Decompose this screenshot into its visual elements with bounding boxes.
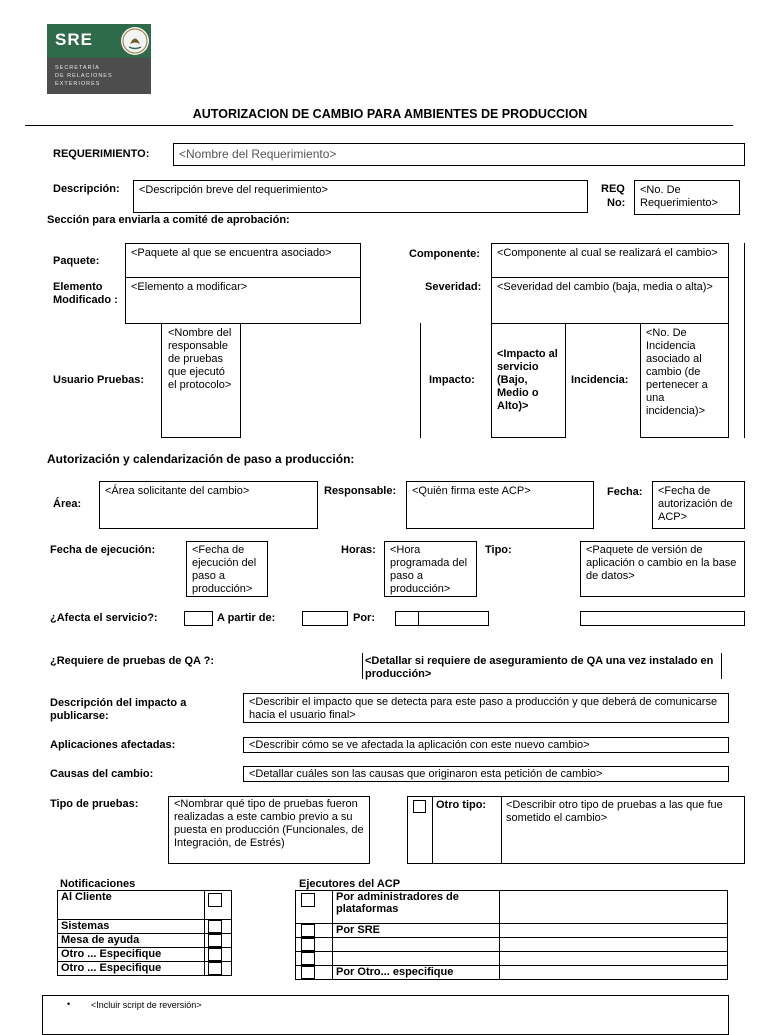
ejec-checkbox[interactable] bbox=[301, 966, 315, 979]
usuario-pruebas-input[interactable]: <Nombre del responsable de pruebas que ejecutó el protocolo> bbox=[161, 323, 241, 438]
notif-check-cell bbox=[205, 891, 232, 920]
aplicaciones-input[interactable]: <Describir cómo se ve afectada la aplicación con este nuevo cambio> bbox=[243, 737, 729, 753]
ejec-value-cell[interactable] bbox=[500, 966, 728, 980]
sre-logo bbox=[47, 24, 151, 94]
ejec-value-cell[interactable] bbox=[500, 952, 728, 966]
ejec-label: Por administradores de plataformas bbox=[333, 891, 500, 924]
notif-label: Al Cliente bbox=[58, 891, 205, 920]
componente-input[interactable]: <Componente al cual se realizará el cambio> bbox=[491, 243, 729, 278]
afecta-servicio-label: ¿Afecta el servicio?: bbox=[50, 612, 158, 624]
notif-label: Otro ... Especifique bbox=[58, 962, 205, 976]
divider-line bbox=[432, 796, 433, 864]
table-row bbox=[296, 938, 728, 952]
qa-value[interactable]: <Detallar si requiere de aseguramiento de QA una vez instalado en producción> bbox=[365, 655, 714, 680]
logo-banner bbox=[47, 24, 151, 58]
logo-sub-line: DE RELACIONES bbox=[55, 73, 113, 79]
notificaciones-title: Notificaciones bbox=[60, 878, 136, 890]
table-row bbox=[58, 962, 232, 976]
notif-checkbox[interactable] bbox=[208, 893, 222, 907]
ejecutores-title: Ejecutores del ACP bbox=[299, 878, 401, 890]
section-autorizacion-title: Autorización y calendarización de paso a producción: bbox=[47, 452, 355, 466]
table-row bbox=[58, 934, 232, 948]
qa-label: ¿Requiere de pruebas de QA ?: bbox=[50, 655, 215, 667]
divider-line bbox=[240, 323, 361, 324]
impacto-input[interactable]: <Impacto al servicio (Bajo, Medio o Alto)> bbox=[491, 323, 566, 438]
severidad-input[interactable]: <Severidad del cambio (baja, media o alta)> bbox=[491, 277, 729, 324]
notif-label: Otro ... Especifique bbox=[58, 948, 205, 962]
notif-check-cell bbox=[205, 920, 232, 934]
ejec-value-cell[interactable] bbox=[500, 924, 728, 938]
ejec-checkbox[interactable] bbox=[301, 924, 315, 937]
requerimiento-input[interactable]: <Nombre del Requerimiento> bbox=[173, 143, 745, 166]
notif-label: Mesa de ayuda bbox=[58, 934, 205, 948]
divider-line bbox=[362, 653, 363, 679]
tipo-pruebas-label: Tipo de pruebas: bbox=[50, 798, 139, 810]
req-label: REQ bbox=[601, 183, 625, 195]
ejec-checkbox[interactable] bbox=[301, 952, 315, 965]
notif-label: Sistemas bbox=[58, 920, 205, 934]
ejec-check-cell bbox=[296, 938, 333, 952]
table-row bbox=[58, 891, 232, 920]
ejec-check-cell bbox=[296, 924, 333, 938]
fecha-ejecucion-input[interactable]: <Fecha de ejecución del paso a producción> bbox=[186, 541, 268, 597]
ejec-label bbox=[333, 938, 500, 952]
descripcion-input[interactable]: <Descripción breve del requerimiento> bbox=[133, 180, 588, 213]
table-row bbox=[296, 952, 728, 966]
fecha-input[interactable]: <Fecha de autorización de ACP> bbox=[652, 481, 745, 529]
causas-input[interactable]: <Detallar cuáles son las causas que originaron esta petición de cambio> bbox=[243, 766, 729, 782]
tipo-pruebas-input[interactable]: <Nombrar qué tipo de pruebas fueron realizadas a este cambio previo a su puesta en producción (Funcionales, de Integración, de Estrés) bbox=[168, 796, 370, 864]
ejec-checkbox[interactable] bbox=[301, 938, 315, 951]
ejec-value-cell[interactable] bbox=[500, 891, 728, 924]
divider-line bbox=[721, 653, 722, 679]
logo-subtitle bbox=[55, 64, 113, 88]
table-row bbox=[58, 920, 232, 934]
extra-input[interactable] bbox=[580, 611, 745, 626]
notif-checkbox[interactable] bbox=[208, 920, 222, 933]
tipo-label: Tipo: bbox=[485, 544, 512, 556]
right-border-line bbox=[744, 243, 745, 438]
otro-tipo-box bbox=[407, 796, 745, 864]
divider-line bbox=[418, 611, 419, 626]
area-input[interactable]: <Área solicitante del cambio> bbox=[99, 481, 318, 529]
document-title: AUTORIZACION DE CAMBIO PARA AMBIENTES DE PRODUCCION bbox=[192, 107, 588, 121]
ejec-checkbox[interactable] bbox=[301, 893, 315, 907]
por-label: Por: bbox=[353, 612, 375, 624]
ejec-check-cell bbox=[296, 966, 333, 980]
responsable-input[interactable]: <Quién firma este ACP> bbox=[406, 481, 594, 529]
logo-sub-line: EXTERIORES bbox=[55, 81, 101, 87]
a-partir-input[interactable] bbox=[302, 611, 348, 626]
notif-check-cell bbox=[205, 934, 232, 948]
ejecutores-table bbox=[295, 890, 728, 980]
req-number-input[interactable]: <No. De Requerimiento> bbox=[634, 180, 740, 215]
componente-label: Componente: bbox=[409, 248, 480, 260]
title-divider bbox=[25, 125, 733, 126]
otro-tipo-label: Otro tipo: bbox=[436, 799, 487, 811]
national-seal-icon bbox=[121, 27, 149, 55]
horas-input[interactable]: <Hora programada del paso a producción> bbox=[384, 541, 477, 597]
fecha-ejecucion-label: Fecha de ejecución: bbox=[50, 544, 156, 556]
elemento-label: Elemento Modificado : bbox=[53, 281, 118, 306]
bullet-icon: • bbox=[67, 999, 71, 1009]
table-row bbox=[58, 948, 232, 962]
por-input[interactable] bbox=[395, 611, 489, 626]
impacto-label: Impacto: bbox=[429, 374, 475, 386]
descripcion-label: Descripción: bbox=[53, 183, 120, 195]
req-no-label: No: bbox=[607, 197, 626, 209]
ejec-label: Por SRE bbox=[333, 924, 500, 938]
severidad-label: Severidad: bbox=[425, 281, 482, 293]
divider-line bbox=[501, 796, 502, 864]
causas-label: Causas del cambio: bbox=[50, 768, 154, 780]
notificaciones-table bbox=[57, 890, 232, 976]
ejec-check-cell bbox=[296, 891, 333, 924]
afecta-servicio-input[interactable] bbox=[184, 611, 213, 626]
incidencia-input[interactable]: <No. De Incidencia asociado al cambio (de pertenecer a una incidencia)> bbox=[640, 323, 729, 438]
ejec-check-cell bbox=[296, 952, 333, 966]
a-partir-label: A partir de: bbox=[217, 612, 276, 624]
divider-line bbox=[420, 323, 421, 438]
aplicaciones-label: Aplicaciones afectadas: bbox=[50, 739, 176, 751]
reversion-text: <Incluir script de reversión> bbox=[91, 1000, 202, 1010]
notif-checkbox[interactable] bbox=[208, 962, 222, 975]
responsable-label: Responsable: bbox=[324, 485, 397, 497]
paquete-input[interactable]: <Paquete al que se encuentra asociado> bbox=[125, 243, 361, 278]
logo-sub-line: SECRETARÍA bbox=[55, 65, 100, 71]
usuario-pruebas-label: Usuario Pruebas: bbox=[53, 374, 145, 386]
tipo-input[interactable]: <Paquete de versión de aplicación o cambio en la base de datos> bbox=[580, 541, 745, 597]
incidencia-label: Incidencia: bbox=[571, 374, 629, 386]
ejec-label bbox=[333, 952, 500, 966]
notif-checkbox[interactable] bbox=[208, 948, 222, 961]
ejec-value-cell[interactable] bbox=[500, 938, 728, 952]
paquete-label: Paquete: bbox=[53, 255, 100, 267]
logo-text: SRE bbox=[55, 30, 93, 49]
otro-tipo-checkbox[interactable] bbox=[413, 800, 426, 813]
desc-impacto-label: Descripción del impacto a publicarse: bbox=[50, 697, 187, 722]
notif-checkbox[interactable] bbox=[208, 934, 222, 947]
section-comite-title: Sección para enviarla a comité de aprobación: bbox=[47, 214, 290, 226]
table-row bbox=[296, 891, 728, 924]
fecha-label: Fecha: bbox=[607, 486, 643, 498]
horas-label: Horas: bbox=[341, 544, 376, 556]
requerimiento-label: REQUERIMIENTO: bbox=[53, 148, 150, 160]
table-row bbox=[296, 924, 728, 938]
otro-tipo-value[interactable]: <Describir otro tipo de pruebas a las que fue sometido el cambio> bbox=[506, 799, 723, 824]
table-row bbox=[296, 966, 728, 980]
reversion-box[interactable] bbox=[42, 995, 729, 1035]
ejec-label: Por Otro... especifique bbox=[333, 966, 500, 980]
desc-impacto-input[interactable]: <Describir el impacto que se detecta para este paso a producción y que deberá de comunicarse hacia el usuario final> bbox=[243, 693, 729, 723]
elemento-input[interactable]: <Elemento a modificar> bbox=[125, 277, 361, 324]
area-label: Área: bbox=[53, 498, 82, 510]
notif-check-cell bbox=[205, 962, 232, 976]
notif-check-cell bbox=[205, 948, 232, 962]
